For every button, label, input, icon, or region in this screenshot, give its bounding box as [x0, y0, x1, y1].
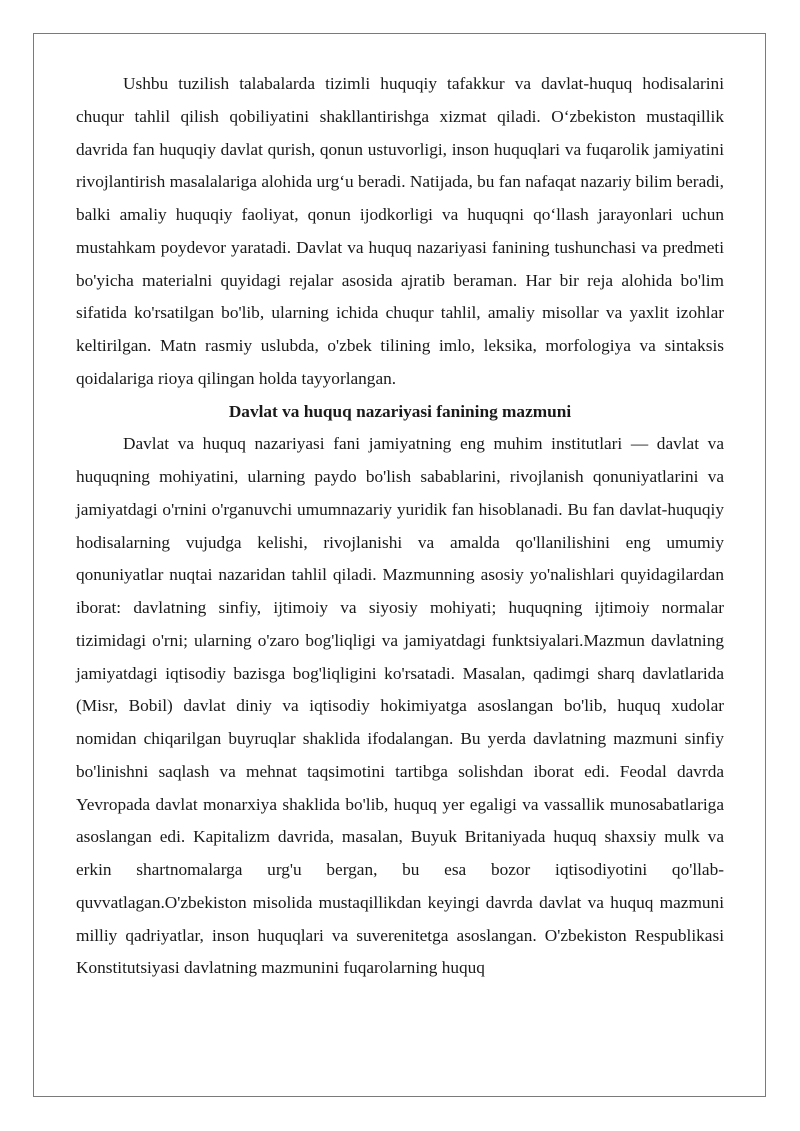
- document-body: [76, 68, 724, 985]
- body-paragraph-intro: Ushbu tuzilish talabalarda tizimli huquqiy tafakkur va davlat-huquq hodisalarini chuqur tahlil qilish qobiliyatini shakllantirishga xizmat qiladi. O‘zbekiston mustaqillik davrida fan huquqiy davlat qurish, qonun ustuvorligi, inson huquqlari va fuqarolik jamiyatini rivojlantirish masalalariga alohida urg‘u beradi. Natijada, bu fan nafaqat nazariy bilim beradi, balki amaliy huquqiy faoliyat, qonun ijodkorligi va huquqni qo‘llash jarayonlari uchun mustahkam poydevor yaratadi. Davlat va huquq nazariyasi fanining tushunchasi va predmeti bo'yicha materialni quyidagi rejalar asosida ajratib beraman. Har bir reja alohida bo'lim sifatida ko'rsatilgan bo'lib, ularning ichida chuqur tahlil, amaliy misollar va yaxlit izohlar keltirilgan. Matn rasmiy uslubda, o'zbek tilining imlo, leksika, morfologiya va sintaksis qoidalariga rioya qilingan holda tayyorlangan.: [76, 74, 724, 388]
- body-paragraph-content: Davlat va huquq nazariyasi fani jamiyatning eng muhim institutlari — davlat va huquqning mohiyatini, ularning paydo bo'lish sabablarini, rivojlanish qonuniyatlarini va jamiyatdagi o'rnini o'rganuvchi umumnazariy yuridik fan hisoblanadi. Bu fan davlat-huquqiy hodisalarning vujudga kelishi, rivojlanishi va amalda qo'llanilishini eng umumiy qonuniyatlar nuqtai nazaridan tahlil qiladi. Mazmunning asosiy yo'nalishlari quyidagilardan iborat: davlatning sinfiy, ijtimoiy va siyosiy mohiyati; huquqning ijtimoiy normalar tizimidagi o'rni; ularning o'zaro bog'liqligi va jamiyatdagi funktsiyalari.Mazmun davlatning jamiyatdagi iqtisodiy bazisga bog'liqligini ko'rsatadi. Masalan, qadimgi sharq davlatlarida (Misr, Bobil) davlat diniy va iqtisodiy hokimiyatga asoslangan bo'lib, huquq xudolar nomidan chiqarilgan buyruqlar shaklida ifodalangan. Bu yerda davlatning mazmuni sinfiy bo'linishni saqlash va mehnat taqsimotini tartibga solishdan iborat edi. Feodal davrda Yevropada davlat monarxiya shaklida bo'lib, huquq yer egaligi va vassallik munosabatlariga asoslangan edi. Kapitalizm davrida, masalan, Buyuk Britaniyada huquq shaxsiy mulk va erkin shartnomalarga urg'u bergan, bu esa bozor iqtisodiyotini qo'llab-quvvatlagan.O'zbekiston misolida mustaqillikdan keyingi davrda davlat va huquq mazmuni milliy qadriyatlar, inson huquqlari va suverenitetga asoslangan. O'zbekiston Respublikasi Konstitutsiyasi davlatning mazmunini fuqarolarning huquq: [76, 434, 724, 978]
- section-heading: Davlat va huquq nazariyasi fanining mazmuni: [228, 401, 572, 421]
